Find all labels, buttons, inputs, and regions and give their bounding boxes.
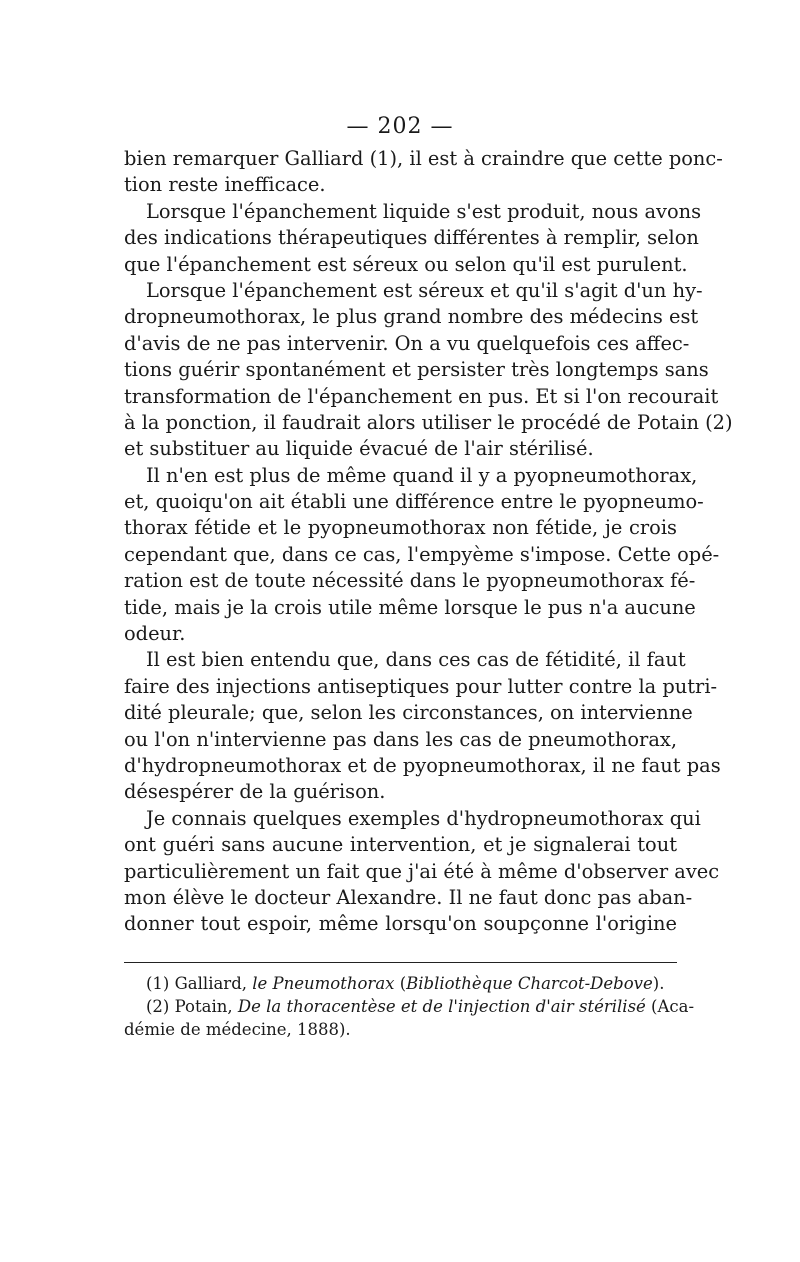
text-line: désespérer de la guérison. [124,780,386,804]
footnote-divider [124,962,677,963]
footnote-text: (2) Potain, [146,997,238,1016]
footnotes [124,972,695,1041]
text-line: tion reste inefficace. [124,173,326,197]
text-line: et, quoiqu'on ait établi une différence entre le pyopneumo- [124,490,704,514]
footnote-text: ). [652,974,665,993]
footnote-title-italic: Bibliothèque Charcot-Debove [406,974,653,993]
footnote-text: démie de médecine, 1888). [124,1020,351,1039]
text-line: particulièrement un fait que j'ai été à même d'observer avec [124,859,720,883]
text-line: Lorsque l'épanchement liquide s'est produit, nous avons [146,199,702,223]
text-line: tide, mais je la crois utile même lorsque le pus n'a aucune [124,595,696,619]
text-line: thorax fétide et le pyopneumothorax non fétide, je crois [124,516,677,540]
text-line: ont guéri sans aucune intervention, et je signalerai tout [124,833,677,857]
footnote-line [124,972,677,995]
text-line: tions guérir spontanément et persister très longtemps sans [124,358,709,382]
text-line: Je connais quelques exemples d'hydropneumothorax qui [146,806,701,830]
text-line: mon élève le docteur Alexandre. Il ne faut donc pas aban- [124,885,693,909]
footnote-text: (Aca- [645,997,695,1016]
text-line: faire des injections antiseptiques pour lutter contre la putri- [124,674,718,698]
text-line: que l'épanchement est séreux ou selon qu'il est purulent. [124,252,688,276]
text-line: Lorsque l'épanchement est séreux et qu'il s'agit d'un hy- [146,278,703,302]
footnote-text: (1) Galliard, [146,974,253,993]
text-line: dropneumothorax, le plus grand nombre des médecins est [124,305,699,329]
text-line: bien remarquer Galliard (1), il est à craindre que cette ponc- [124,147,723,170]
text-line: Il n'en est plus de même quand il y a pyopneumothorax, [146,463,698,487]
text-line: dité pleurale; que, selon les circonstances, on intervienne [124,701,693,725]
text-line: transformation de l'épanchement en pus. Et si l'on recourait [124,384,719,408]
footnote-title-italic: le Pneumothorax [252,974,395,993]
footnote-line [124,995,695,1018]
body-text [124,146,733,938]
text-line: donner tout espoir, même lorsqu'on soupçonne l'origine [124,912,677,936]
text-line: d'hydropneumothorax et de pyopneumothorax, il ne faut pas [124,753,721,777]
footnote-title-italic: De la thoracentèse et de l'injection d'air stérilisé [237,997,646,1016]
text-line: à la ponction, il faudrait alors utiliser le procédé de Potain (2) [124,410,733,434]
text-line: des indications thérapeutiques différentes à remplir, selon [124,226,699,250]
footnote-line [124,1018,677,1041]
text-line: cependant que, dans ce cas, l'empyème s'impose. Cette opé- [124,542,720,566]
text-line: ou l'on n'intervienne pas dans les cas de pneumothorax, [124,727,677,751]
footnote-text: ( [394,974,407,993]
page-number: — 202 — [346,114,454,139]
text-line: d'avis de ne pas intervenir. On a vu quelquefois ces affec- [124,331,690,355]
text-line: Il est bien entendu que, dans ces cas de fétidité, il faut [146,648,686,672]
text-line: odeur. [124,622,186,646]
text-line: et substituer au liquide évacué de l'air stérilisé. [124,437,594,461]
text-line: ration est de toute nécessité dans le pyopneumothorax fé- [124,569,696,593]
